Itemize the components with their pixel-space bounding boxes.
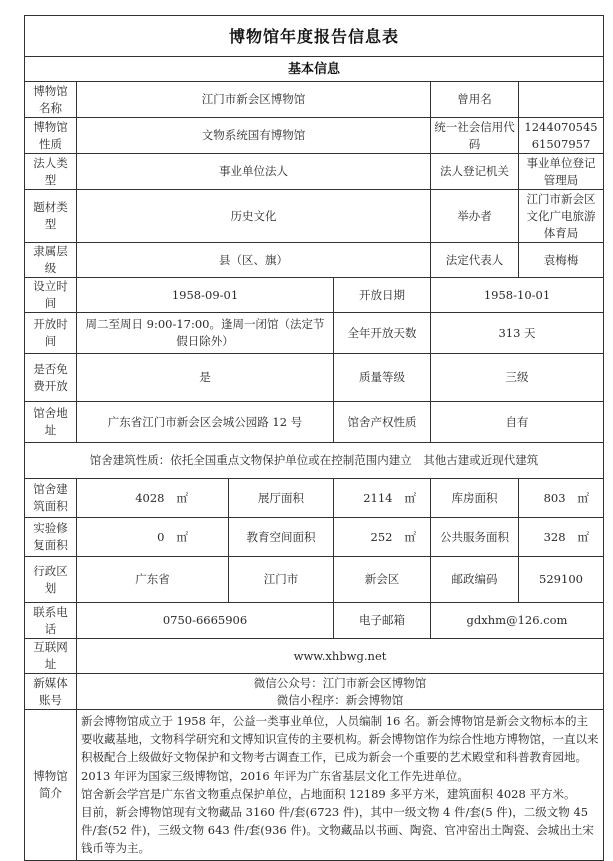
label-former-name: 曾用名 (431, 82, 519, 118)
value-phone: 0750-6665906 (77, 603, 334, 639)
page-title: 博物馆年度报告信息表 (25, 16, 604, 57)
label-legal-type: 法人类型 (25, 154, 77, 190)
value-website: www.xhbwg.net (77, 639, 604, 674)
row-founded (25, 278, 604, 313)
value-address: 广东省江门市新会区会城公园路 12 号 (77, 402, 334, 443)
label-intro: 博物馆简介 (25, 710, 77, 861)
value-storage-area (519, 479, 604, 518)
value-intro (77, 710, 604, 861)
intro-paragraph: 新会博物馆成立于 1958 年，公益一类事业单位，人员编制 16 名。新会博物馆是新会文物标本的主要收藏基地，文物科学研究和文博知识宣传的主要机构。新会博物馆作为综合性地方博物馆，一直以来积极配合上级做好文物保护和文物考古调查工作，已成为新会一个重要的艺术殿堂和科普教育园地。2013 年评为国家三级博物馆，2016 年评为广东省基层文化工作先进单位。 (81, 714, 599, 783)
wechat-mini-program: 微信小程序：新会博物馆 (276, 692, 404, 707)
section-basic-info: 基本信息 (25, 57, 604, 82)
value-opening-date: 1958-10-01 (431, 278, 604, 313)
value-quality-grade: 三级 (431, 354, 604, 402)
education-area-number: 252 (370, 529, 393, 544)
value-building-nature: 馆舍建筑性质：依托全国重点文物保护单位或在控制范围内建立 其他古建或近现代建筑 (25, 443, 604, 479)
label-museum-name: 博物馆名称 (25, 82, 77, 118)
label-phone: 联系电话 (25, 603, 77, 639)
value-organizer: 江门市新会区文化广电旅游体育局 (519, 190, 604, 243)
label-founded-date: 设立时间 (25, 278, 77, 313)
restoration-area-number: 0 (157, 529, 165, 544)
label-quality-grade: 质量等级 (334, 354, 431, 402)
value-restoration-area (77, 518, 229, 557)
row-area-1 (25, 479, 604, 518)
label-opening-hours: 开放时间 (25, 313, 77, 354)
value-property-nature: 自有 (431, 402, 604, 443)
row-museum-name (25, 82, 604, 118)
label-property-nature: 馆舍产权性质 (334, 402, 431, 443)
row-contact (25, 603, 604, 639)
exhibition-area-number: 2114 (363, 490, 393, 505)
row-new-media (25, 674, 604, 710)
value-legal-type: 事业单位法人 (77, 154, 431, 190)
row-affiliation-level (25, 243, 604, 278)
label-education-area: 教育空间面积 (229, 518, 334, 557)
storage-area-number: 803 (543, 490, 566, 505)
area-unit: ㎡ (404, 529, 416, 544)
area-unit: ㎡ (404, 490, 416, 505)
value-theme-type: 历史文化 (77, 190, 431, 243)
label-restoration-area: 实验修复面积 (25, 518, 77, 557)
label-registration-authority: 法人登记机关 (431, 154, 519, 190)
intro-paragraph: 目前，新会博物馆现有文物藏品 3160 件/套(6723 件)，其中一级文物 4 件/套(5 件)，二级文物 45 件/套(52 件)，三级文物 643 件/套(936 件)。文物藏品以书画、陶瓷、官冲窑出土陶瓷、会城出土宋钱币等为主。 (81, 805, 594, 856)
row-website (25, 639, 604, 674)
row-free-admission (25, 354, 604, 402)
row-administrative-region (25, 557, 604, 603)
value-museum-name: 江门市新会区博物馆 (77, 82, 431, 118)
row-address (25, 402, 604, 443)
value-postcode: 529100 (519, 557, 604, 603)
label-annual-open-days: 全年开放天数 (334, 313, 431, 354)
label-address: 馆舍地址 (25, 402, 77, 443)
value-building-area (77, 479, 229, 518)
row-opening-hours (25, 313, 604, 354)
public-service-area-number: 328 (543, 529, 566, 544)
label-affiliation-level: 隶属层级 (25, 243, 77, 278)
value-annual-open-days: 313 天 (431, 313, 604, 354)
value-province: 广东省 (77, 557, 229, 603)
value-city: 江门市 (229, 557, 334, 603)
label-opening-date: 开放日期 (334, 278, 431, 313)
label-museum-nature: 博物馆性质 (25, 118, 77, 154)
wechat-official-account: 微信公众号：江门市新会区博物馆 (253, 675, 427, 690)
row-area-2 (25, 518, 604, 557)
value-affiliation-level: 县（区、旗） (77, 243, 431, 278)
value-opening-hours: 周二至周日 9:00-17:00。逢周一闭馆（法定节假日除外） (77, 313, 334, 354)
label-exhibition-area: 展厅面积 (229, 479, 334, 518)
area-unit: ㎡ (176, 490, 188, 505)
label-storage-area: 库房面积 (431, 479, 519, 518)
value-new-media (77, 674, 604, 710)
label-website: 互联网址 (25, 639, 77, 674)
label-public-service-area: 公共服务面积 (431, 518, 519, 557)
label-theme-type: 题材类型 (25, 190, 77, 243)
label-email: 电子邮箱 (334, 603, 431, 639)
row-building-nature (25, 443, 604, 479)
label-legal-representative: 法定代表人 (431, 243, 519, 278)
value-credit-code: 124407054561507957 (519, 118, 604, 154)
value-exhibition-area (334, 479, 431, 518)
value-district: 新会区 (334, 557, 431, 603)
label-postcode: 邮政编码 (431, 557, 519, 603)
area-unit: ㎡ (577, 529, 590, 544)
value-public-service-area (519, 518, 604, 557)
row-theme-type (25, 190, 604, 243)
label-administrative-region: 行政区划 (25, 557, 77, 603)
label-new-media: 新媒体账号 (25, 674, 77, 710)
area-unit: ㎡ (577, 490, 590, 505)
label-credit-code: 统一社会信用代码 (431, 118, 519, 154)
value-legal-representative: 袁梅梅 (519, 243, 604, 278)
value-museum-nature: 文物系统国有博物馆 (77, 118, 431, 154)
building-area-number: 4028 (135, 490, 165, 505)
intro-paragraph: 馆舍新会学宫是广东省文物重点保护单位，占地面积 12189 多平方米，建筑面积 4028 平方米。 (81, 786, 576, 801)
label-organizer: 举办者 (431, 190, 519, 243)
label-building-area: 馆舍建筑面积 (25, 479, 77, 518)
value-email: gdxhm@126.com (431, 603, 604, 639)
label-free-admission: 是否免费开放 (25, 354, 77, 402)
row-intro (25, 710, 604, 861)
value-education-area (334, 518, 431, 557)
museum-report-table (24, 15, 604, 861)
value-founded-date: 1958-09-01 (77, 278, 334, 313)
row-museum-nature (25, 118, 604, 154)
area-unit: ㎡ (176, 529, 188, 544)
value-free-admission: 是 (77, 354, 334, 402)
row-legal-type (25, 154, 604, 190)
value-former-name (519, 82, 604, 118)
value-registration-authority: 事业单位登记管理局 (519, 154, 604, 190)
